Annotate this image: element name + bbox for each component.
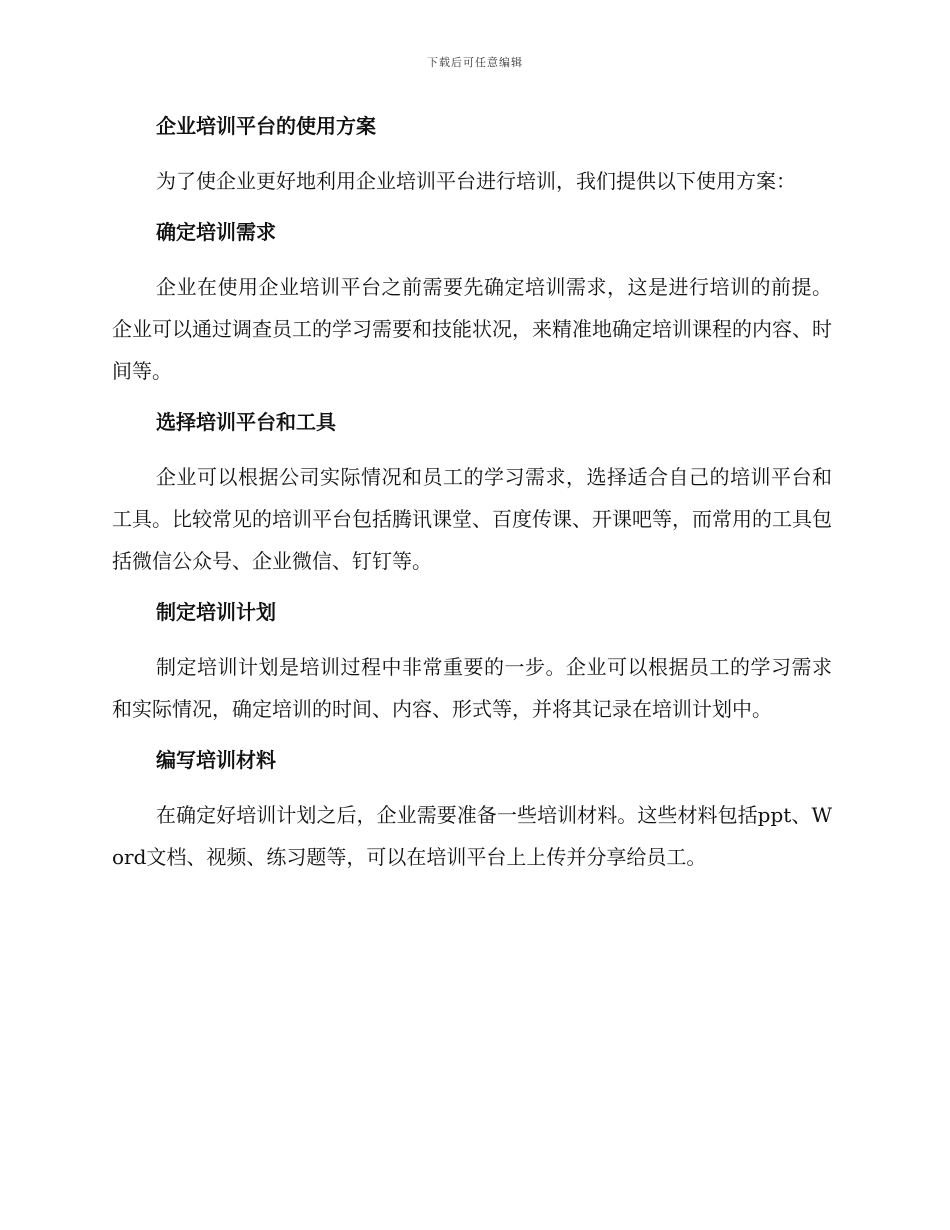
document-body (112, 110, 832, 878)
document-title: 企业培训平台的使用方案 (156, 114, 376, 138)
header-note: 下载后可任意编辑 (427, 56, 523, 69)
section-body-materials: 在确定好培训计划之后，企业需要准备一些培训材料。这些材料包括ppt、Word文档、视频、练习题等，可以在培训平台上上传并分享给员工。 (112, 803, 832, 869)
section-heading-platform: 选择培训平台和工具 (156, 410, 336, 434)
section-body-platform: 企业可以根据公司实际情况和员工的学习需求，选择适合自己的培训平台和工具。比较常见的培训平台包括腾讯课堂、百度传课、开课吧等，而常用的工具包括微信公众号、企业微信、钉钉等。 (112, 465, 832, 573)
intro-paragraph: 为了使企业更好地利用企业培训平台进行培训，我们提供以下使用方案： (156, 169, 796, 193)
section-heading-plan: 制定培训计划 (156, 600, 276, 624)
section-body-needs: 企业在使用企业培训平台之前需要先确定培训需求，这是进行培训的前提。企业可以通过调查员工的学习需要和技能状况，来精准地确定培训课程的内容、时间等。 (112, 275, 832, 383)
section-body-plan: 制定培训计划是培训过程中非常重要的一步。企业可以根据员工的学习需求和实际情况，确定培训的时间、内容、形式等，并将其记录在培训计划中。 (112, 655, 832, 721)
section-heading-materials: 编写培训材料 (156, 748, 276, 772)
section-heading-needs: 确定培训需求 (156, 220, 276, 244)
